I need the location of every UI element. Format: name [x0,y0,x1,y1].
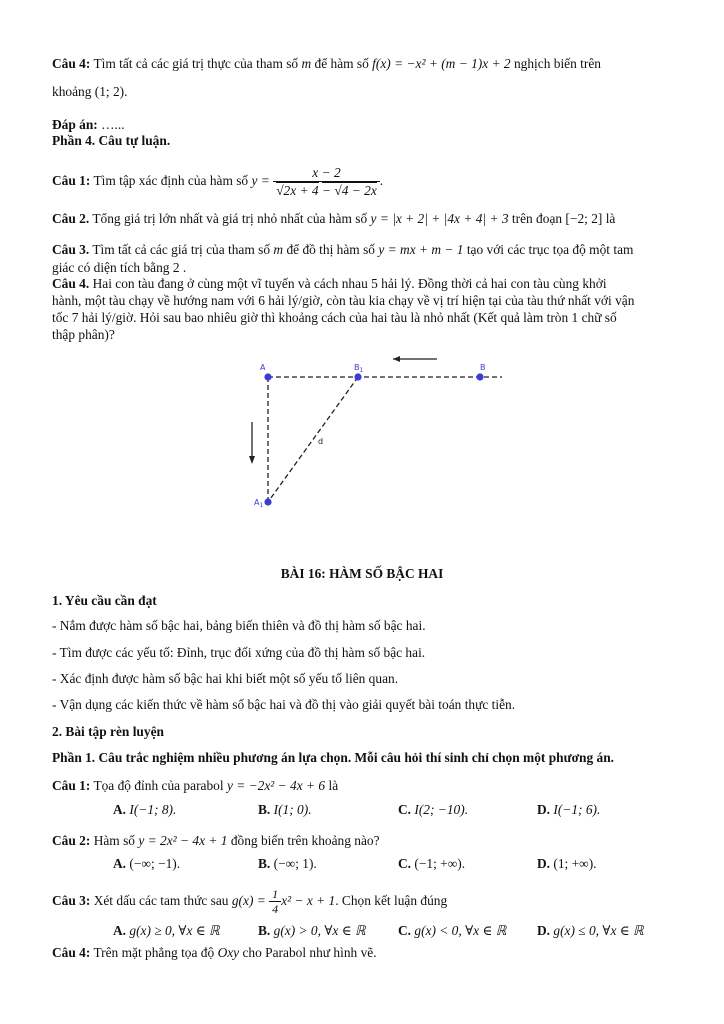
tl-q2: Câu 2. Tổng giá trị lớn nhất và giá trị nhỏ nhất của hàm số y = |x + 2| + |4x + 4| + 3 trên đoạn [−2; 2] là [52,211,616,226]
mc-q1-option-b[interactable]: B. I(1; 0). [258,802,312,817]
label-a1: $A_1$ [254,498,264,509]
mc-q1-option-c[interactable]: C. I(2; −10). [398,802,469,817]
tl-q3: Câu 3. Tìm tất cả các giá trị của tham số m để đồ thị hàm số y = mx + m − 1 tạo với các trục tọa độ một tam [52,242,634,257]
mc-q3-option-b[interactable]: B. g(x) > 0, ∀x ∈ ℝ [258,923,366,938]
mc-q2-option-d[interactable]: D. (1; +∞). [537,856,597,871]
question-label: Câu 4: [52,56,91,71]
mc-q2: Câu 2: Hàm số y = 2x² − 4x + 1 đồng biến trên khoảng nào? [52,833,380,848]
requirement-item: - Xác định được hàm số bậc hai khi biết một số yếu tố liên quan. [52,671,399,686]
point-b1 [354,373,361,380]
mc-q2-option-c[interactable]: C. (−1; +∞). [398,856,466,871]
mc-q2-option-b[interactable]: B. (−∞; 1). [258,856,317,871]
westward-arrow-head [393,356,400,362]
mc-q3-option-a[interactable]: A. g(x) ≥ 0, ∀x ∈ ℝ [113,923,220,938]
function-formula: f(x) = −x² + (m − 1)x + 2 [372,56,511,71]
fraction: $\frac{1}{4}$ [269,887,281,916]
lesson-title: BÀI 16: HÀM SỐ BẬC HAI [280,566,444,581]
mc-q3-option-c[interactable]: C. g(x) < 0, ∀x ∈ ℝ [398,923,507,938]
mc-q1: Câu 1: Tọa độ đỉnh của parabol y = −2x² − 4x + 6 là [52,778,339,793]
requirement-item: - Tìm được các yếu tố: Đỉnh, trục đối xứng của đồ thị hàm số bậc hai. [52,645,426,660]
fraction: $\frac{x - 2}{√2x + 4 - √4 - 2x}$ [273,164,380,199]
distance-d [268,377,358,502]
requirement-item: - Vận dụng các kiến thức về hàm số bậc hai và đồ thị vào giải quyết bài toán thực tiễn. [52,697,516,712]
label-b1: $B_1$ [354,363,364,374]
exercises-heading: 2. Bài tập rèn luyện [52,724,164,739]
mc-q1-option-d[interactable]: D. I(−1; 6). [537,802,601,817]
tl-q4: Câu 4. Hai con tàu đang ở cùng một vĩ tuyến và cách nhau 5 hải lý. Đồng thời cả hai con tàu cùng khởi [52,276,607,291]
mc-q3: Câu 3: Xét dấu các tam thức sau g(x) = $\frac{1}{4}$ x² − x + 1. Chọn kết luận đúng [52,887,448,917]
label-d: d [318,437,324,446]
tl-q1: Câu 1: Tìm tập xác định của hàm số y = $\frac{x - 2}{√2x + 4 - √4 - 2x}$ . [52,165,384,199]
point-a [264,373,271,380]
mc-q4: Câu 4: Trên mặt phẳng tọa độ Oxy cho Parabol như hình vẽ. [52,945,377,960]
label-a: A [260,363,266,372]
southward-arrow-head [249,456,255,464]
point-a1 [264,498,271,505]
s1-q4-line2: khoảng (1; 2). [52,84,128,99]
label-b: B [480,363,486,372]
mc-q1-option-a[interactable]: A. I(−1; 8). [113,802,177,817]
answer-line: Đáp án: …... [52,117,125,132]
s1-q4-line1: Câu 4: Tìm tất cả các giá trị thực của tham số m để hàm số f(x) = −x² + (m − 1)x + 2 nghịch biến trên [52,56,601,71]
requirement-item: - Nắm được hàm số bậc hai, bảng biến thiên và đồ thị hàm số bậc hai. [52,618,426,633]
mc-q2-option-a[interactable]: A. (−∞; −1). [113,856,181,871]
part4-heading: Phần 4. Câu tự luận. [52,133,171,148]
ship-diagram [240,350,510,520]
mc-q3-option-d[interactable]: D. g(x) ≤ 0, ∀x ∈ ℝ [537,923,644,938]
point-b [476,373,483,380]
part1-heading: Phần 1. Câu trắc nghiệm nhiều phương án lựa chọn. Mỗi câu hỏi thí sinh chỉ chọn một phương án. [52,750,615,765]
requirements-heading: 1. Yêu cầu cần đạt [52,593,157,608]
